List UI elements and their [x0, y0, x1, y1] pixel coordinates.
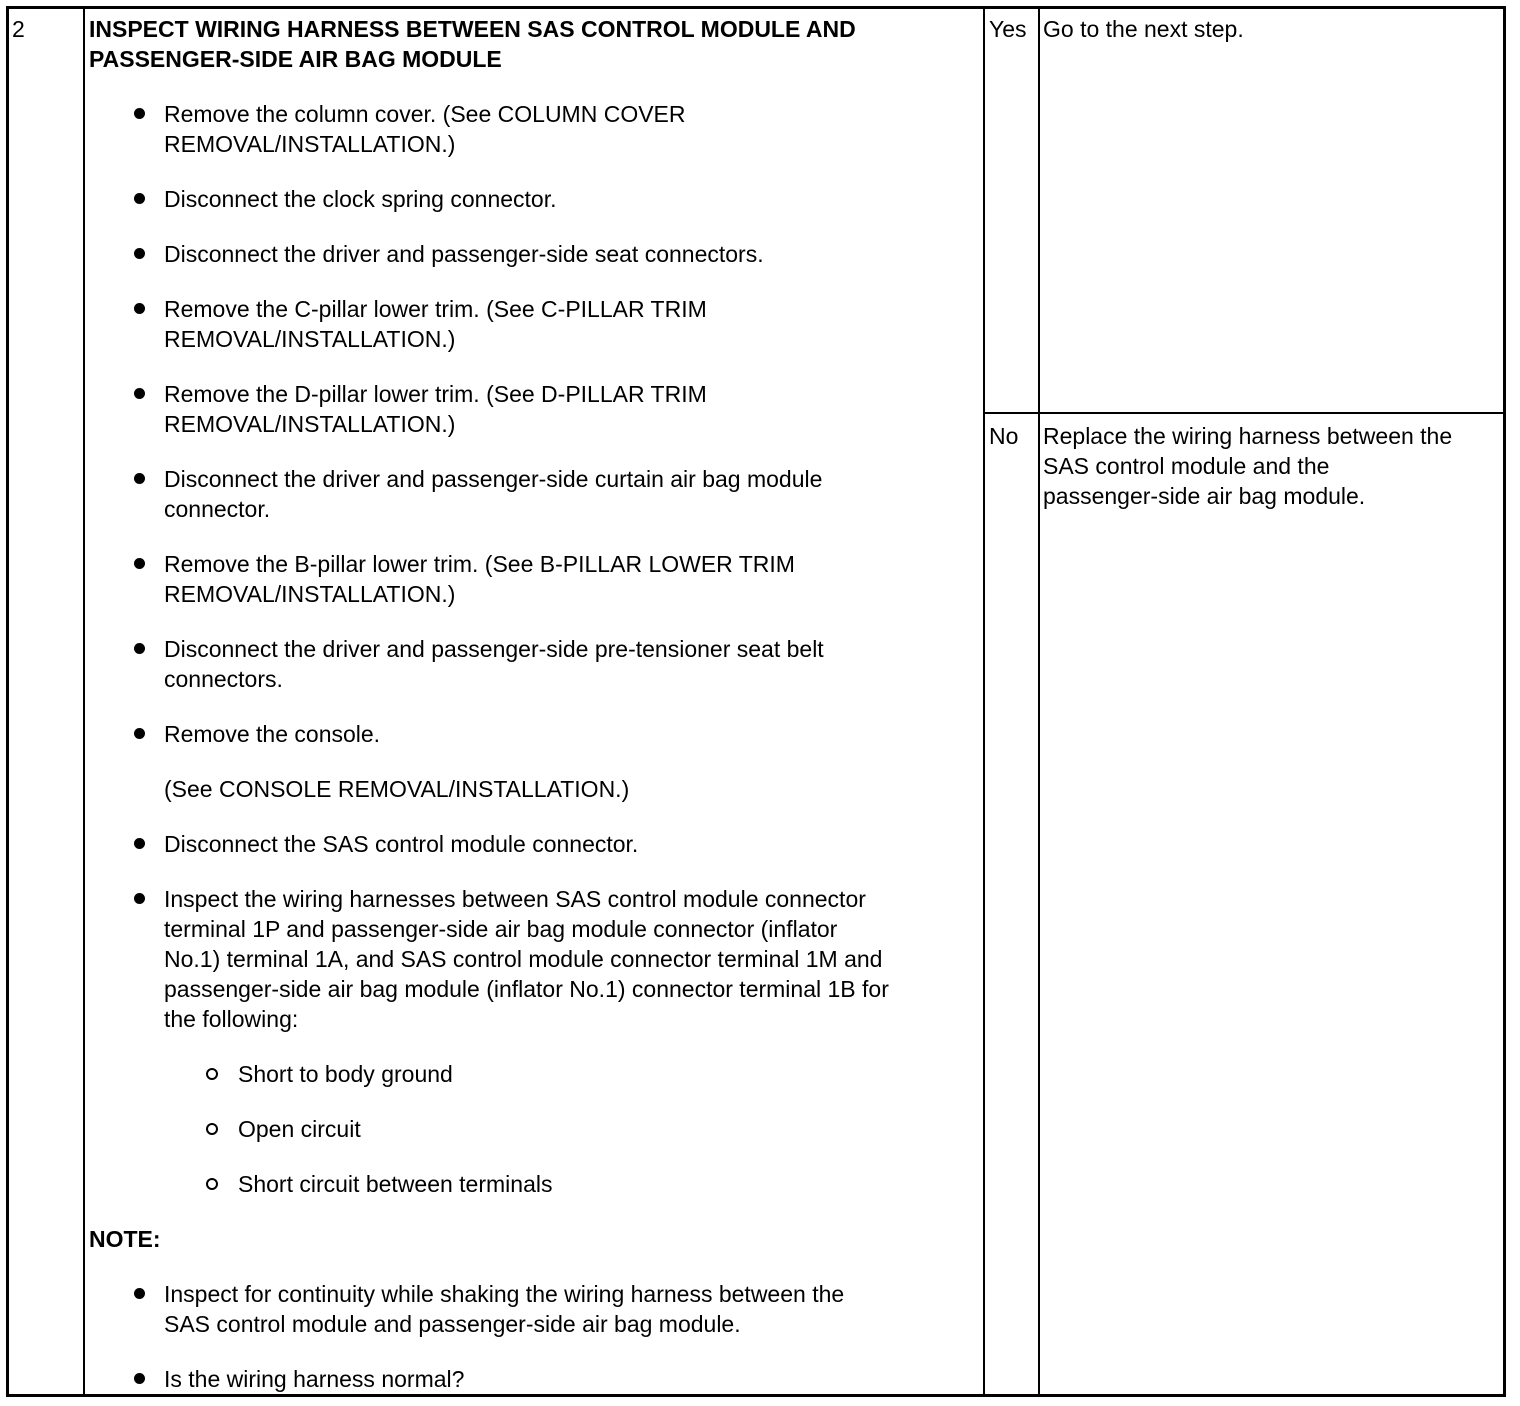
- bullet-icon: [134, 838, 145, 849]
- action-item: connector.: [164, 496, 271, 522]
- check-item: Short to body ground: [238, 1061, 453, 1087]
- action-item: Remove the B-pillar lower trim. (See B-PILLAR LOWER TRIM: [164, 551, 795, 577]
- action-item: Disconnect the driver and passenger-side pre-tensioner seat belt: [164, 636, 824, 662]
- bullet-icon: [134, 248, 145, 259]
- circle-bullet-icon: [206, 1178, 218, 1190]
- inspect-item: the following:: [164, 1006, 299, 1032]
- bullet-icon: [134, 643, 145, 654]
- note-item: Inspect for continuity while shaking the wiring harness between the: [164, 1281, 845, 1307]
- action-item: Remove the column cover. (See COLUMN COVER: [164, 101, 686, 127]
- bullet-icon: [134, 303, 145, 314]
- action-item: REMOVAL/INSTALLATION.): [164, 581, 456, 607]
- column-divider-action: [1038, 9, 1040, 1394]
- note-label: NOTE:: [89, 1226, 161, 1252]
- no-action: passenger-side air bag module.: [1043, 483, 1366, 509]
- bullet-icon: [134, 728, 145, 739]
- diagnostic-step-table: [6, 6, 1506, 1397]
- action-item: REMOVAL/INSTALLATION.): [164, 131, 456, 157]
- bullet-icon: [134, 473, 145, 484]
- action-item: Remove the D-pillar lower trim. (See D-PILLAR TRIM: [164, 381, 707, 407]
- bullet-icon: [134, 193, 145, 204]
- action-item: Remove the console.: [164, 721, 381, 747]
- console-reference: (See CONSOLE REMOVAL/INSTALLATION.): [164, 776, 630, 802]
- yes-no-divider: [983, 412, 1503, 414]
- action-item: Disconnect the driver and passenger-side curtain air bag module: [164, 466, 823, 492]
- action-item: Disconnect the clock spring connector.: [164, 186, 557, 212]
- step-number: 2: [12, 16, 25, 42]
- column-divider-answer: [983, 9, 985, 1394]
- inspect-item: passenger-side air bag module (inflator No.1) connector terminal 1B for: [164, 976, 889, 1002]
- answer-no: No: [989, 423, 1019, 449]
- inspect-item: Inspect the wiring harnesses between SAS control module connector: [164, 886, 866, 912]
- circle-bullet-icon: [206, 1123, 218, 1135]
- action-item: REMOVAL/INSTALLATION.): [164, 326, 456, 352]
- no-action: Replace the wiring harness between the: [1043, 423, 1453, 449]
- action-item: connectors.: [164, 666, 283, 692]
- note-item: SAS control module and passenger-side air bag module.: [164, 1311, 741, 1337]
- bullet-icon: [134, 893, 145, 904]
- action-item: Disconnect the SAS control module connector.: [164, 831, 639, 857]
- action-item: Remove the C-pillar lower trim. (See C-PILLAR TRIM: [164, 296, 707, 322]
- action-item: Disconnect the driver and passenger-side seat connectors.: [164, 241, 764, 267]
- bullet-icon: [134, 1373, 145, 1384]
- step-title-line-1: INSPECT WIRING HARNESS BETWEEN SAS CONTROL MODULE AND: [89, 16, 856, 42]
- bullet-icon: [134, 108, 145, 119]
- bullet-icon: [134, 1288, 145, 1299]
- bullet-icon: [134, 558, 145, 569]
- no-action: SAS control module and the: [1043, 453, 1330, 479]
- note-item: Is the wiring harness normal?: [164, 1366, 465, 1392]
- inspect-item: No.1) terminal 1A, and SAS control module connector terminal 1M and: [164, 946, 883, 972]
- bullet-icon: [134, 388, 145, 399]
- answer-yes: Yes: [989, 16, 1027, 42]
- circle-bullet-icon: [206, 1068, 218, 1080]
- check-item: Open circuit: [238, 1116, 361, 1142]
- check-item: Short circuit between terminals: [238, 1171, 553, 1197]
- column-divider-step: [83, 9, 85, 1394]
- action-item: REMOVAL/INSTALLATION.): [164, 411, 456, 437]
- step-title-line-2: PASSENGER-SIDE AIR BAG MODULE: [89, 46, 502, 72]
- yes-action: Go to the next step.: [1043, 16, 1244, 42]
- inspect-item: terminal 1P and passenger-side air bag module connector (inflator: [164, 916, 838, 942]
